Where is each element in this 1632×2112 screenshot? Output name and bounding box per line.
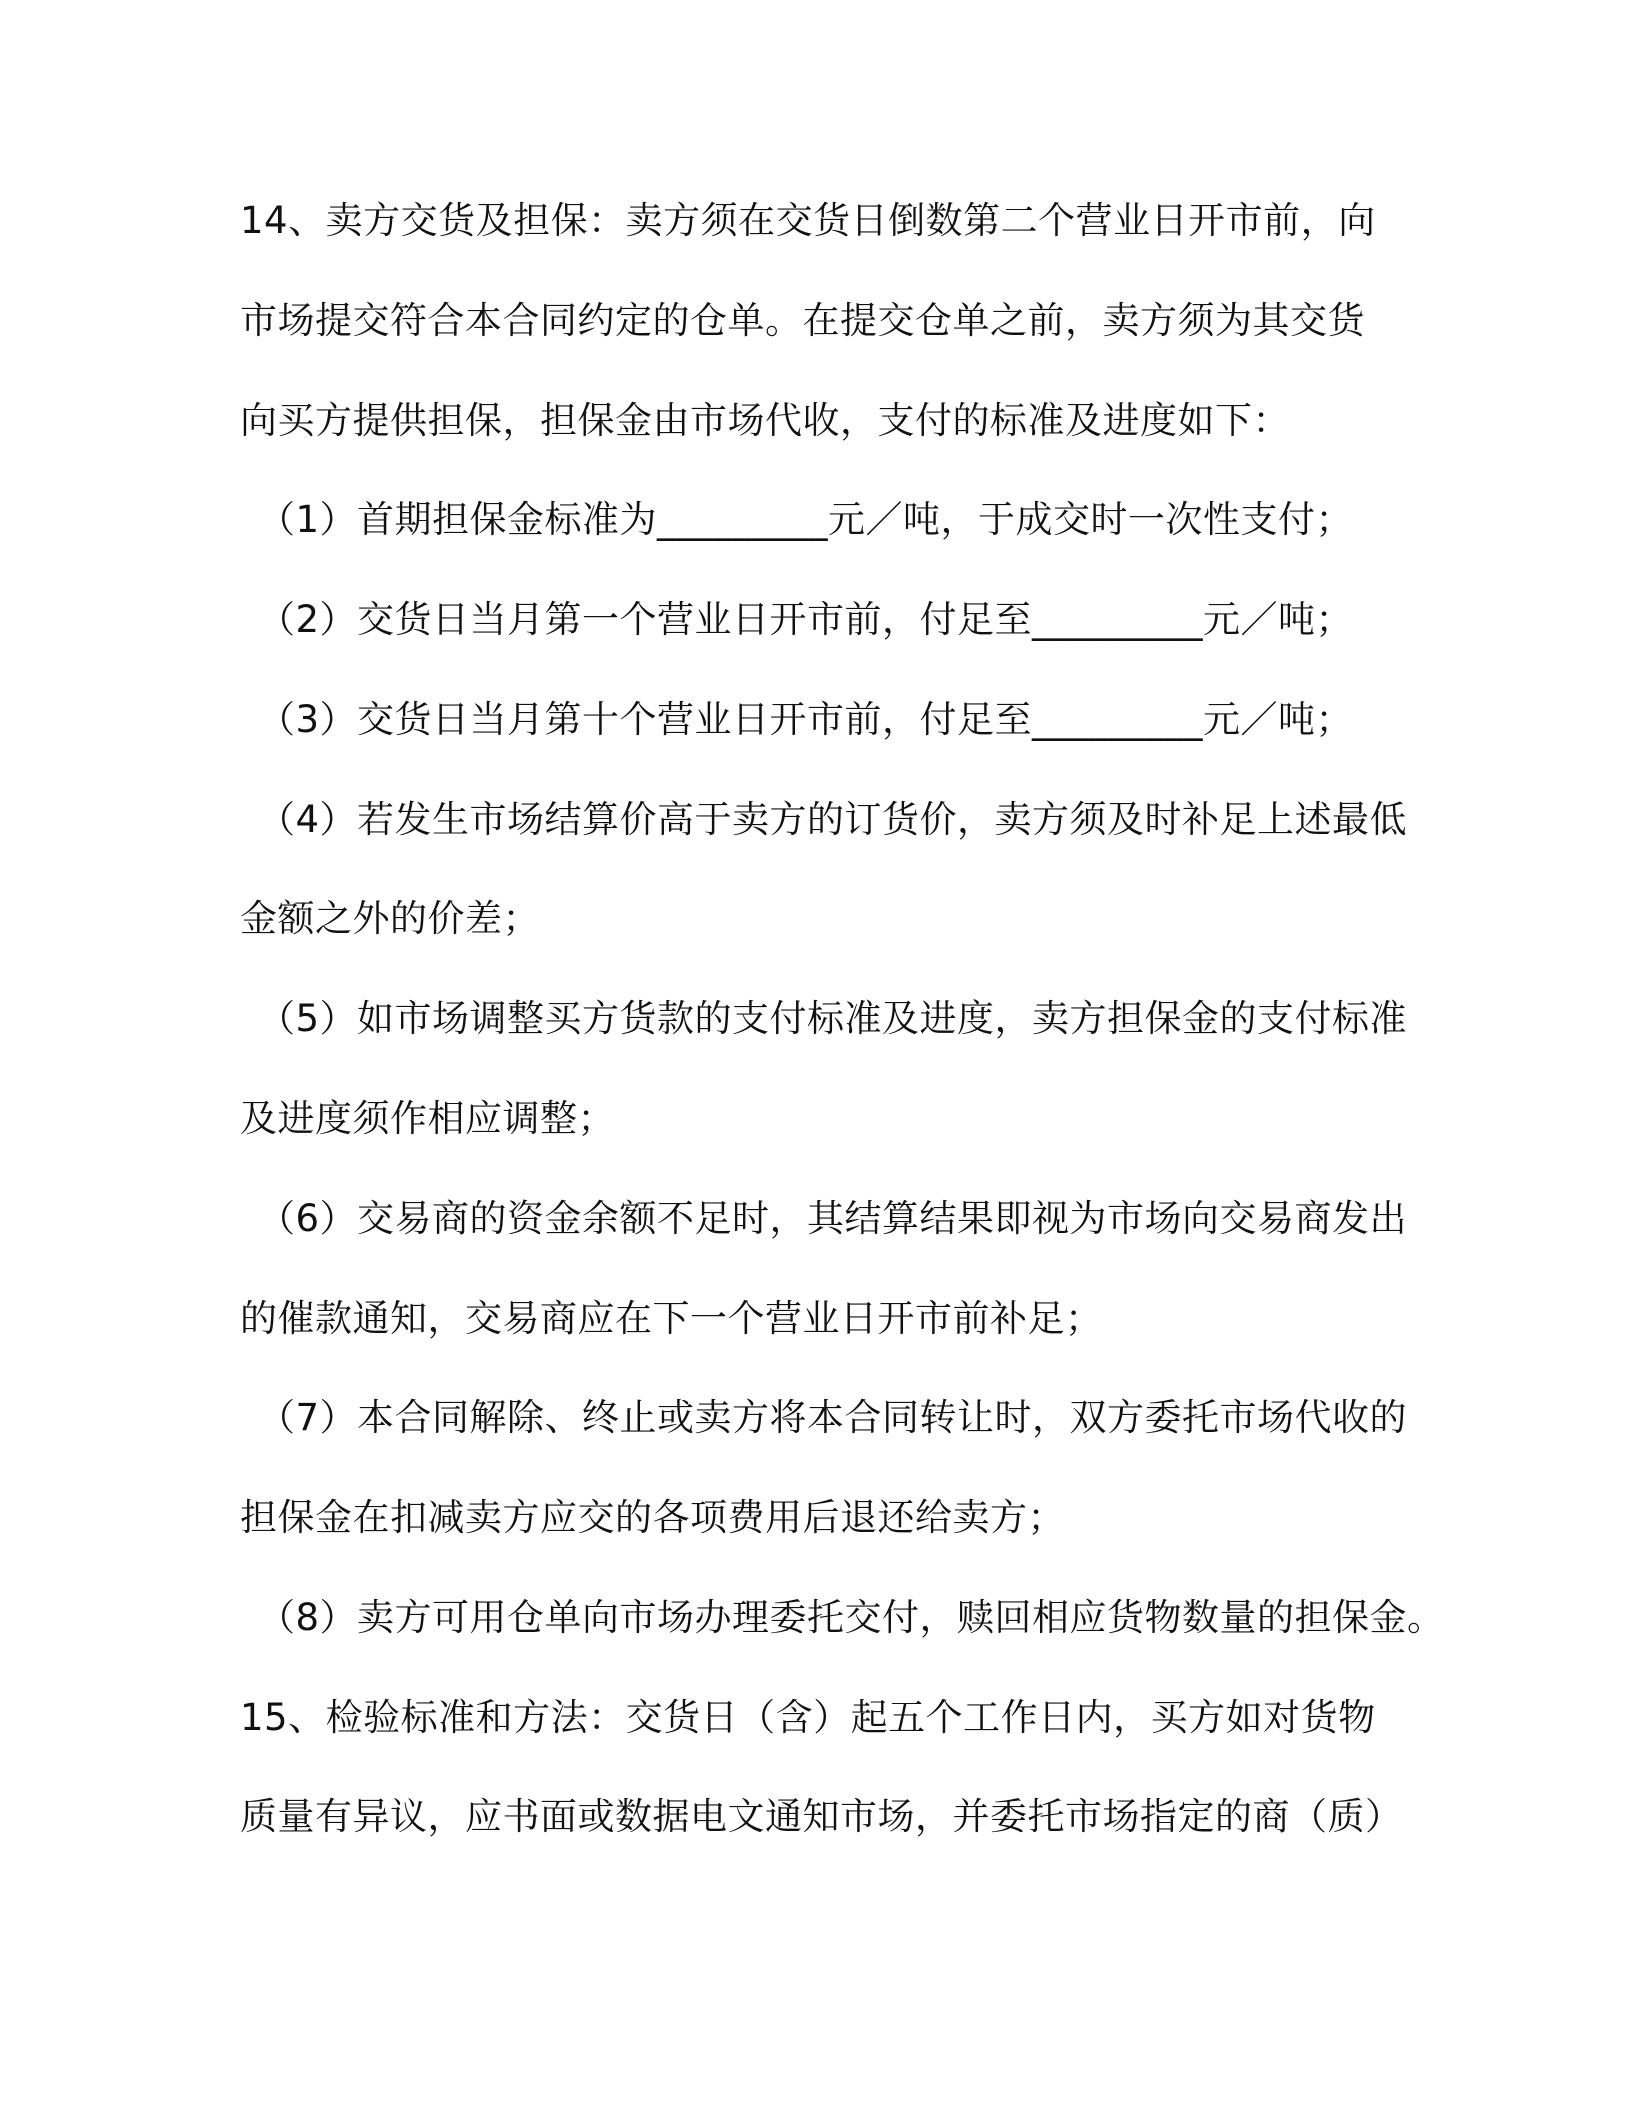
item-4-line-2: 金额之外的价差； [240, 897, 540, 940]
item-7-line-2: 担保金在扣减卖方应交的各项费用后退还给卖方； [240, 1496, 1065, 1539]
item-7-line-1: （7）本合同解除、终止或卖方将本合同转让时，双方委托市场代收的 [258, 1396, 1408, 1439]
clause-14-line-2: 市场提交符合本合同约定的仓单。在提交仓单之前，卖方须为其交货 [240, 299, 1365, 342]
item-8: （8）卖方可用仓单向市场办理委托交付，赎回相应货物数量的担保金。 [258, 1596, 1445, 1639]
item-2: （2）交货日当月第一个营业日开市前，付足至_________元／吨； [258, 598, 1354, 641]
clause-15-line-1: 15、检验标准和方法：交货日（含）起五个工作日内，买方如对货物 [240, 1696, 1376, 1739]
clause-14-line-3: 向买方提供担保，担保金由市场代收，支付的标准及进度如下： [240, 399, 1290, 442]
item-5-line-1: （5）如市场调整买方货款的支付标准及进度，卖方担保金的支付标准 [258, 997, 1408, 1040]
item-3: （3）交货日当月第十个营业日开市前，付足至_________元／吨； [258, 698, 1354, 741]
clause-14-line-1: 14、卖方交货及担保：卖方须在交货日倒数第二个营业日开市前，向 [240, 199, 1376, 242]
item-4-line-1: （4）若发生市场结算价高于卖方的订货价，卖方须及时补足上述最低 [258, 798, 1408, 841]
item-6-line-1: （6）交易商的资金余额不足时，其结算结果即视为市场向交易商发出 [258, 1197, 1408, 1240]
item-1: （1）首期担保金标准为_________元／吨，于成交时一次性支付； [258, 498, 1354, 541]
item-5-line-2: 及进度须作相应调整； [240, 1097, 615, 1140]
clause-15-line-2: 质量有异议，应书面或数据电文通知市场，并委托市场指定的商（质） [240, 1795, 1403, 1838]
item-6-line-2: 的催款通知，交易商应在下一个营业日开市前补足； [240, 1297, 1103, 1340]
